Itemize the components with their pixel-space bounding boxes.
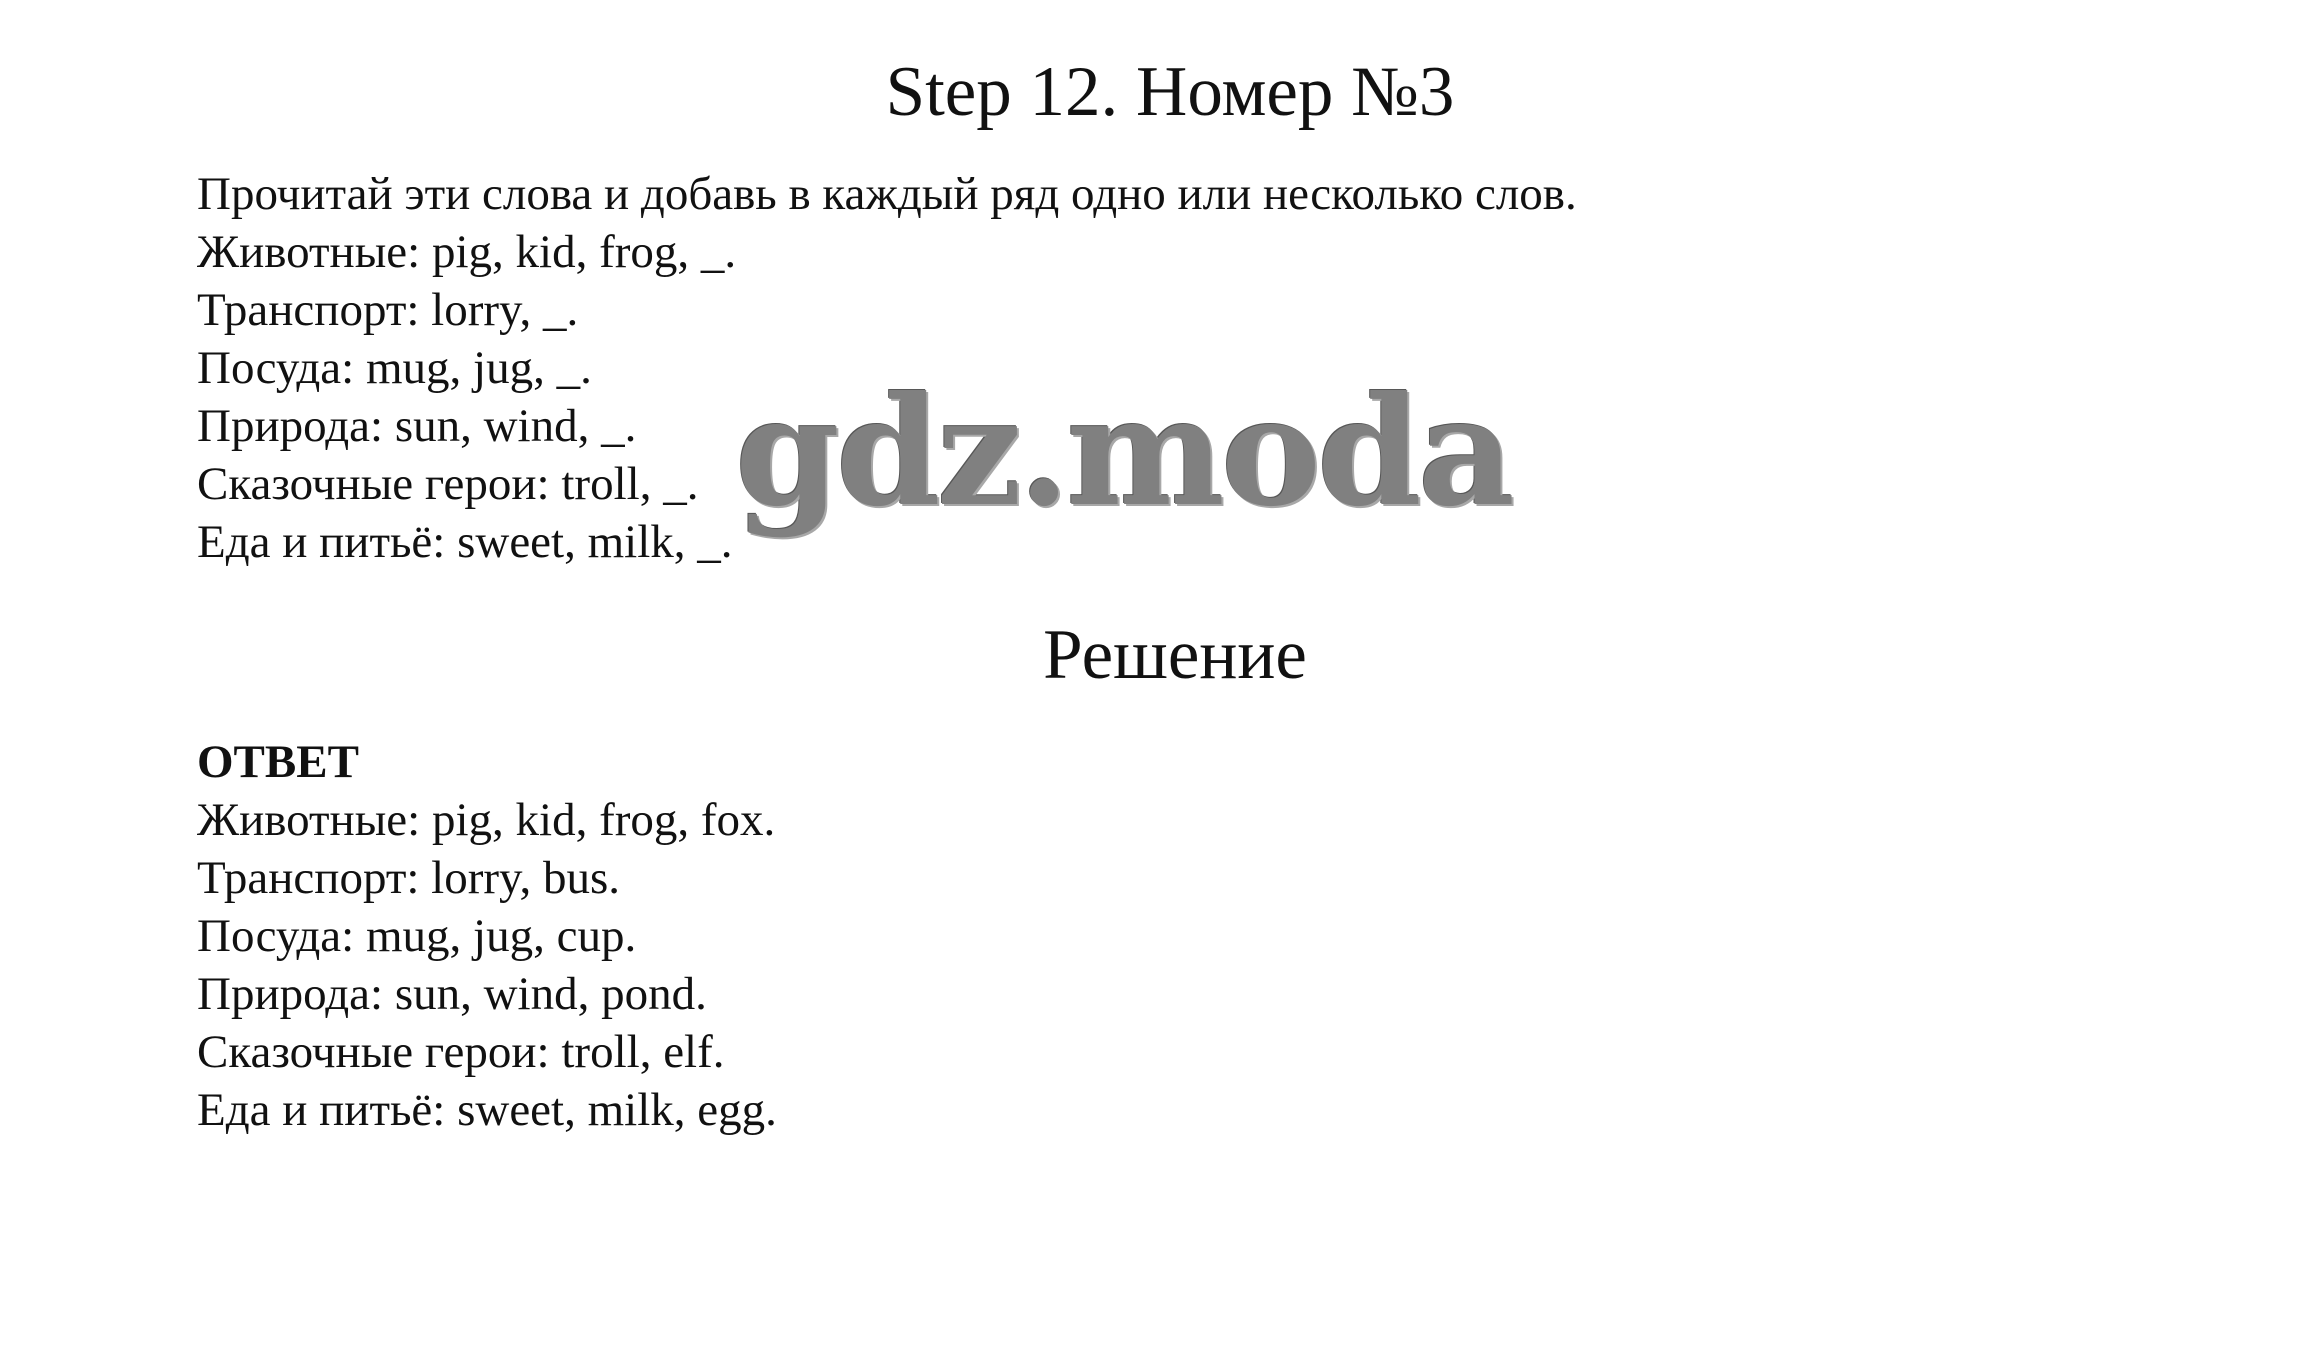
task-row-fairy-heroes: Сказочные герои: troll, _. [197, 458, 699, 510]
task-row-nature: Природа: sun, wind, _. [197, 400, 637, 452]
answer-row-transport: Транспорт: lorry, bus. [197, 852, 621, 904]
answer-heading: ОТВЕТ [197, 736, 359, 788]
watermark-logo: gdz.moda [735, 364, 1512, 540]
task-row-animals: Животные: pig, kid, frog, _. [197, 226, 737, 278]
task-instruction: Прочитай эти слова и добавь в каждый ряд одно или несколько слов. [197, 168, 1577, 220]
answer-row-nature: Природа: sun, wind, pond. [197, 968, 707, 1020]
answer-row-animals: Животные: pig, kid, frog, fox. [197, 794, 776, 846]
answer-row-food-drink: Еда и питьё: sweet, milk, egg. [197, 1084, 777, 1136]
task-row-transport: Транспорт: lorry, _. [197, 284, 579, 336]
answer-block [197, 733, 777, 1139]
page-title: Step 12. Номер №3 [885, 53, 1455, 131]
solution-title: Решение [1043, 616, 1307, 694]
task-row-food-drink: Еда и питьё: sweet, milk, _. [197, 516, 733, 568]
answer-row-fairy-heroes: Сказочные герои: troll, elf. [197, 1026, 725, 1078]
answer-row-dishes: Посуда: mug, jug, cup. [197, 910, 637, 962]
task-row-dishes: Посуда: mug, jug, _. [197, 342, 592, 394]
